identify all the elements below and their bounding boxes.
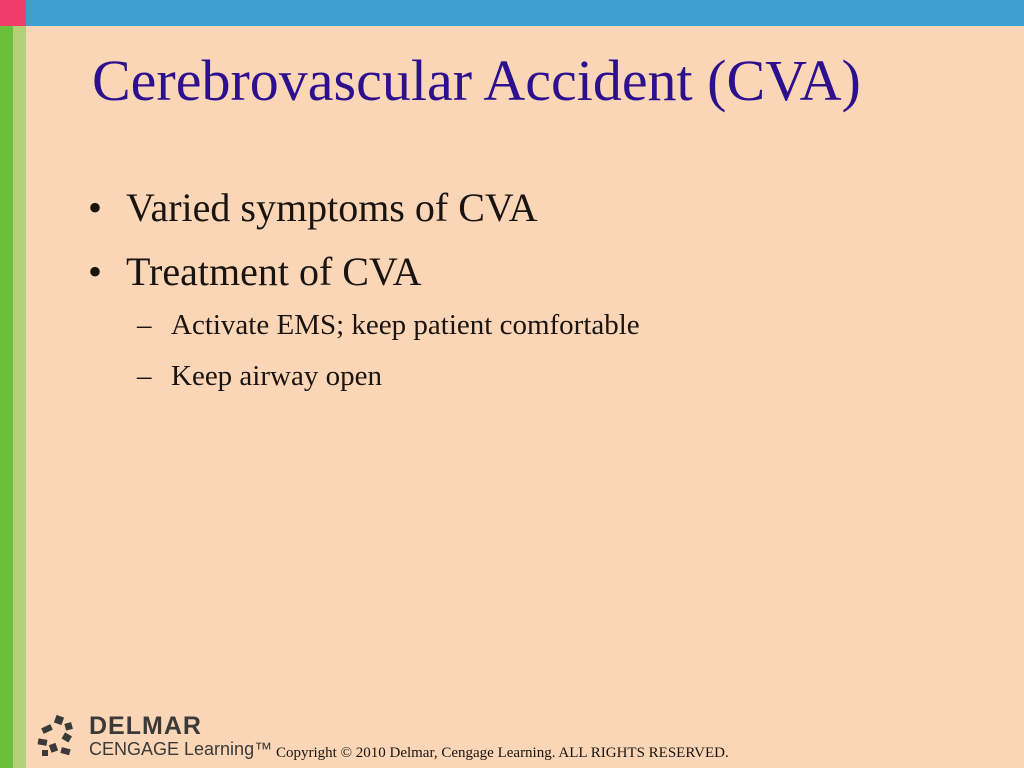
slide-title: Cerebrovascular Accident (CVA)	[92, 48, 861, 113]
delmar-cengage-logo	[36, 710, 276, 762]
left-accent-bar-light	[13, 26, 26, 768]
logo-wordmark-cengage: CENGAGE Learning™	[89, 739, 273, 759]
bullet-item	[88, 248, 422, 295]
corner-accent	[0, 0, 26, 26]
bullet-item	[88, 184, 537, 231]
sub-bullet-item	[137, 309, 640, 342]
bullet-text: Treatment of CVA	[126, 249, 422, 294]
sub-bullet-text: Keep airway open	[171, 360, 382, 392]
bullet-text: Varied symptoms of CVA	[126, 185, 538, 230]
top-accent-bar	[26, 0, 1024, 26]
logo-wordmark-delmar: DELMAR	[89, 712, 202, 740]
bullet-marker: •	[88, 185, 103, 230]
sub-bullet-marker: –	[137, 360, 152, 392]
left-accent-bar	[0, 26, 13, 768]
bullet-marker: •	[88, 249, 103, 294]
copyright-notice: Copyright © 2010 Delmar, Cengage Learning. ALL RIGHTS RESERVED.	[276, 745, 729, 761]
sub-bullet-item	[137, 360, 382, 393]
sub-bullet-marker: –	[137, 309, 152, 341]
cengage-logo-mark-icon	[36, 714, 78, 758]
sub-bullet-text: Activate EMS; keep patient comfortable	[171, 309, 640, 341]
